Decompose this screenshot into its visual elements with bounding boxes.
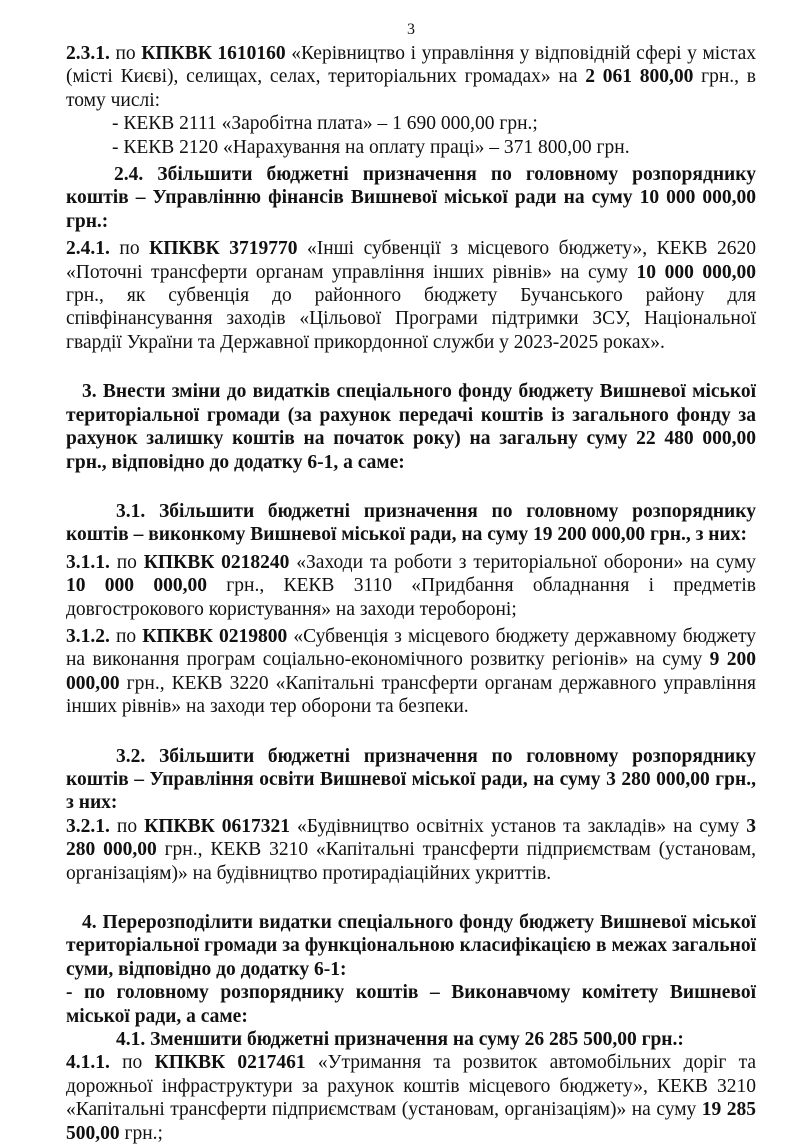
- kpkvk-code: КПКВК 0217461: [154, 1052, 306, 1074]
- item-number: 4.1.1.: [66, 1052, 110, 1074]
- heading-3-2: 3.2. Збільшити бюджетні призначення по головному розпоряднику коштів – Управління освіти Вишневої міської ради, на суму 3 280 000,00 грн., з них:: [66, 745, 756, 814]
- amount: 10 000 000,00: [66, 575, 207, 597]
- paragraph-3-1-2: 3.1.2. по КПКВК 0219800 «Субвенція з місцевого бюджету державному бюджету на виконання програм соціально-економічного розвитку регіонів» на суму 9 200 000,00 грн., КЕКВ 3220 «Капітальні трансферти органам державного управління інших рівнів» на заходи тер оборони та безпеки.: [66, 625, 757, 718]
- paragraph-3-1-1: 3.1.1. по КПКВК 0218240 «Заходи та роботи з територіальної оборони» на суму 10 000 000,00 грн., КЕКВ 3110 «Придбання обладнання і предметів довгострокового користування» на заходи теробороні;: [66, 551, 757, 620]
- amount: 2 061 800,00: [585, 66, 694, 88]
- heading-2-4: 2.4. Збільшити бюджетні призначення по головному розпоряднику коштів – Управлінню фінансів Вишневої міської ради на суму 10 000 000,00 грн.:: [66, 164, 756, 232]
- item-number: 2.3.1.: [66, 43, 110, 64]
- amount: 3 280 000,00: [66, 815, 757, 861]
- paragraph-3-2-1: 3.2.1. по КПКВК 0617321 «Будівництво освітніх установ та закладів» на суму 3 280 000,00 грн., КЕКВ 3210 «Капітальні трансферти підприємствам (установам, організаціям)» на будівництво протирадіаційних укриттів.: [66, 815, 757, 884]
- list-item: - КЕКВ 2111 «Заробітна плата» – 1 690 000,00 грн.;: [112, 113, 538, 135]
- kpkvk-code: КПКВК 0219800: [142, 625, 288, 647]
- kpkvk-code: КПКВК 3719770: [149, 238, 298, 260]
- kpkvk-code: КПКВК 0617321: [144, 815, 290, 837]
- list-item: - КЕКВ 2120 «Нарахування на оплату праці» – 371 800,00 грн.: [112, 136, 630, 158]
- paragraph-2-3-1: 2.3.1. по КПКВК 1610160 «Керівництво і управління у відповідній сфері у містах (місті Києві), селищах, селах, територіальних громадах» на 2 061 800,00 грн., в тому числі:: [66, 43, 757, 111]
- paragraph-4-1-1: 4.1.1. по КПКВК 0217461 «Утримання та розвиток автомобільних доріг та дорожньої інфраструктури за рахунок коштів місцевого бюджету», КЕКВ 3210 «Капітальні трансферти підприємствам (установам, організаціям)» на суму 19 285 500,00 грн.;: [66, 1052, 757, 1144]
- item-number: 2.4.1.: [66, 238, 110, 260]
- item-number: 3.2.1.: [66, 815, 110, 837]
- item-number: 3.1.2.: [66, 625, 110, 647]
- amount: 10 000 000,00: [636, 261, 756, 283]
- heading-4-1: 4.1. Зменшити бюджетні призначення на суму 26 285 500,00 грн.:: [116, 1029, 684, 1051]
- amount: 19 285 500,00: [66, 1099, 757, 1144]
- item-number: 3.1.1.: [66, 551, 110, 573]
- document-page: [66, 0, 756, 1145]
- kpkvk-code: КПКВК 1610160: [141, 43, 286, 64]
- heading-4-sub: - по головному розпоряднику коштів – Виконавчому комітету Вишневої міської ради, а саме:: [66, 982, 756, 1027]
- paragraph-2-4-1: 2.4.1. по КПКВК 3719770 «Інші субвенції з місцевого бюджету», КЕКВ 2620 «Поточні трансферти органам управління інших рівнів» на суму 10 000 000,00 грн., як субвенція до районного бюджету Бучанського району для співфінансування заходів «Цільової Програми підтримки ЗСУ, Національної гвардії України та Державної прикордонної служби у 2023-2025 роках».: [66, 238, 757, 353]
- kekv-list: [66, 112, 756, 159]
- heading-3-1: 3.1. Збільшити бюджетні призначення по головному розпоряднику коштів – виконкому Вишневої міської ради, на суму 19 200 000,00 грн., з них:: [66, 500, 756, 546]
- heading-3: 3. Внести зміни до видатків спеціального фонду бюджету Вишневої міської територіальної громади (за рахунок передачі коштів із загального фонду за рахунок залишку коштів на початок року) на загальну суму 22 480 000,00 грн., відповідно до додатку 6-1, а саме:: [66, 381, 756, 473]
- amount: 9 200 000,00: [66, 649, 757, 694]
- kpkvk-code: КПКВК 0218240: [143, 551, 290, 573]
- heading-4: 4. Перерозподілити видатки спеціального фонду бюджету Вишневої міської територіальної громади за функціональною класифікацією в межах загальної суми, відповідно до додатку 6-1:: [66, 912, 756, 980]
- page-number: 3: [407, 21, 415, 38]
